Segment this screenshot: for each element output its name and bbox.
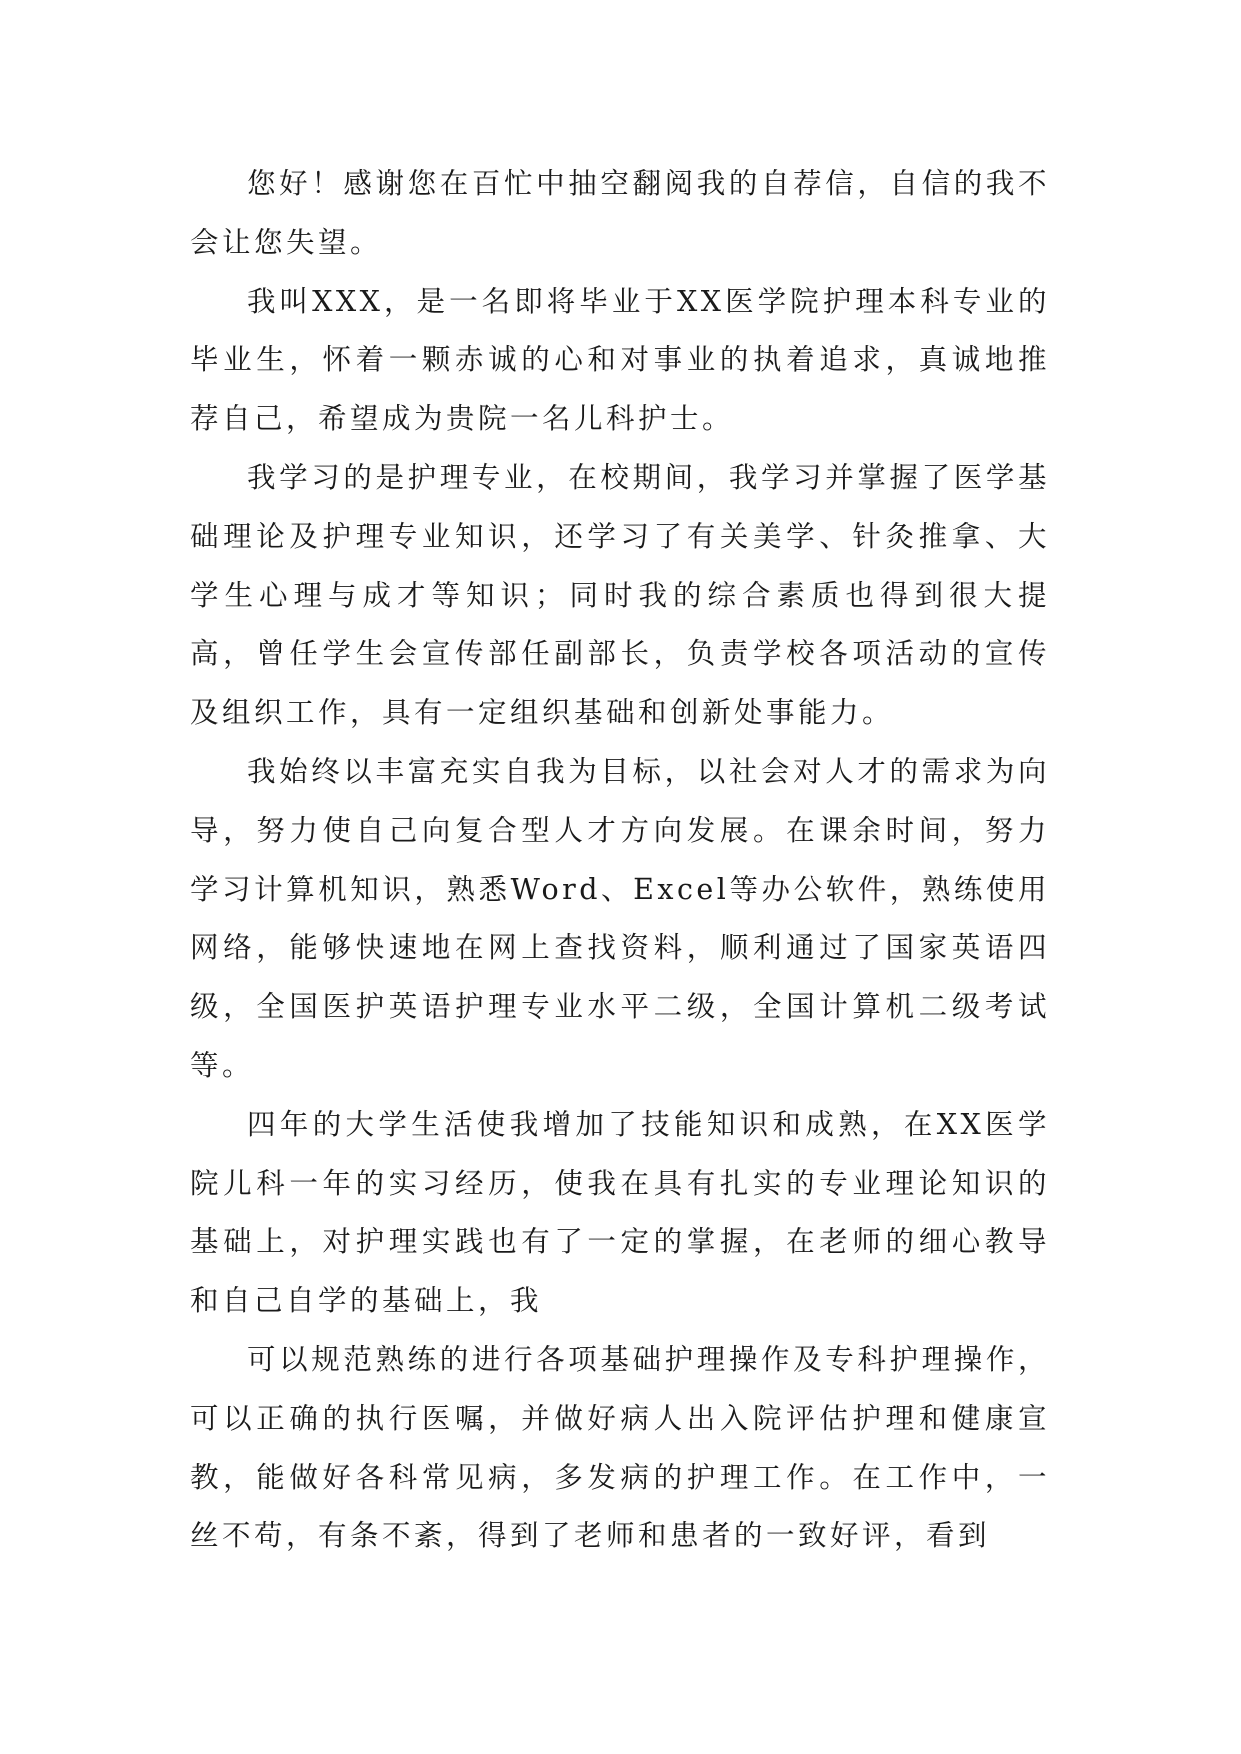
letter-body: [190, 155, 1050, 1566]
paragraph-greeting: 您好！感谢您在百忙中抽空翻阅我的自荐信，自信的我不会让您失望。: [190, 167, 1050, 259]
paragraph-skills: 我始终以丰富充实自我为目标，以社会对人才的需求为向导，努力使自己向复合型人才方向发展。在课余时间，努力学习计算机知识，熟悉Word、Excel等办公软件，熟练使用网络，能够快速地在网上查找资料，顺利通过了国家英语四级，全国医护英语护理专业水平二级，全国计算机二级考试等。: [190, 754, 1050, 1082]
paragraph-internship: 四年的大学生活使我增加了技能知识和成熟，在XX医学院儿科一年的实习经历，使我在具有扎实的专业理论知识的基础上，对护理实践也有了一定的掌握，在老师的细心教导和自己自学的基础上，我: [190, 1107, 1050, 1318]
paragraph-introduction: 我叫XXX，是一名即将毕业于XX医学院护理本科专业的毕业生，怀着一颗赤诚的心和对事业的执着追求，真诚地推荐自己，希望成为贵院一名儿科护士。: [190, 284, 1050, 436]
paragraph-nursing-practice: 可以规范熟练的进行各项基础护理操作及专科护理操作，可以正确的执行医嘱，并做好病人出入院评估护理和健康宣教，能做好各科常见病，多发病的护理工作。在工作中，一丝不苟，有条不紊，得到了老师和患者的一致好评，看到: [190, 1342, 1050, 1553]
paragraph-education: 我学习的是护理专业，在校期间，我学习并掌握了医学基础理论及护理专业知识，还学习了有关美学、针灸推拿、大学生心理与成才等知识；同时我的综合素质也得到很大提高，曾任学生会宣传部任副部长，负责学校各项活动的宣传及组织工作，具有一定组织基础和创新处事能力。: [190, 460, 1050, 730]
